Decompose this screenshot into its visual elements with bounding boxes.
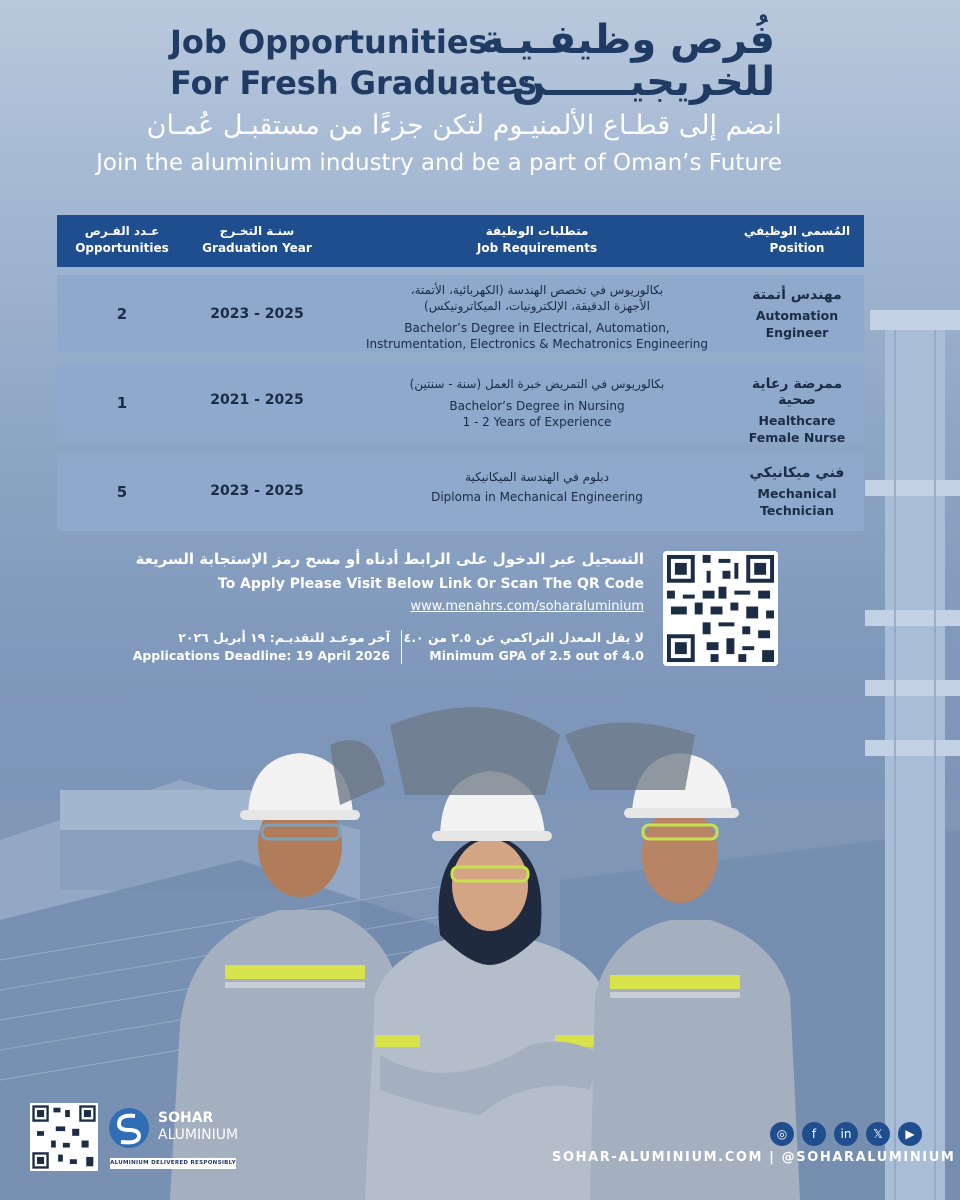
deadline-english: Applications Deadline: 19 April 2026 (132, 648, 390, 663)
qr-code-small-icon[interactable] (30, 1103, 98, 1171)
job-requirements: بكالوريوس في تخصص الهندسة (الكهربائية، الأتمتة، الأجهزة الدقيقة، الإلكترونيات، الميكاترونيكس) Bachelor’s Degree in Electrical, Automation, Instrumentation, Electronics & Mechatronics Engineering (366, 283, 708, 351)
gpa-requirement-arabic: لا يقل المعدل التراكمي عن ٢.٥ من ٤.٠ (403, 630, 644, 645)
tagline-arabic: انضم إلى قطـاع الألمنيـوم لتكن جزءًا من مستقبـل عُمـان (146, 110, 782, 141)
position-title: مهندس أتمتة Automation Engineer (752, 287, 842, 340)
youtube-icon[interactable]: ▶ (898, 1122, 922, 1146)
title-english: Job Opportunities (170, 23, 488, 61)
x-icon[interactable]: 𝕏 (866, 1122, 890, 1146)
header-job-requirements: متطلبات الوظيفة Job Requirements (476, 224, 598, 255)
opportunities-count: 1 (116, 394, 128, 412)
table-header (57, 215, 864, 267)
subtitle-english: For Fresh Graduates (170, 64, 537, 102)
table-row (57, 453, 864, 531)
brand-name-line2: ALUMINIUM (158, 1127, 239, 1143)
header-position: المُسمى الوظيفي Position (743, 224, 851, 255)
graduation-year: 2023 - 2025 (210, 306, 304, 322)
industrial-tower (850, 280, 960, 1200)
qr-code-icon[interactable] (663, 551, 778, 666)
header-graduation-year: سنـة التخـرج Graduation Year (202, 224, 312, 255)
table-row (57, 364, 864, 445)
graduation-year: 2021 - 2025 (210, 392, 304, 408)
job-requirements: بكالوريوس في التمريض خبرة العمل (سنة - سنتين) Bachelor’s Degree in Nursing 1 - 2 Years of Experience (409, 377, 665, 429)
position-title: فني ميكانيكي Mechanical Technician (749, 465, 845, 518)
apply-instructions-english: To Apply Please Visit Below Link Or Scan The QR Code (217, 576, 644, 592)
apply-link[interactable]: www.menahrs.com/soharaluminium (410, 599, 644, 614)
gpa-requirement-english: Minimum GPA of 2.5 out of 4.0 (429, 648, 644, 663)
deadline-arabic: آخر موعـد للتقديـم: ١٩ أبريل ٢٠٢٦ (178, 630, 390, 645)
divider (401, 630, 402, 664)
opportunities-count: 5 (116, 483, 128, 501)
opportunities-count: 2 (116, 305, 128, 323)
facebook-icon[interactable]: f (802, 1122, 826, 1146)
workers-illustration (150, 695, 810, 1200)
instagram-icon[interactable]: ◎ (770, 1122, 794, 1146)
title-arabic: فُرص وظيفـيـة (480, 17, 775, 63)
footer-website[interactable]: SOHAR-ALUMINIUM.COM | @SOHARALUMINIUM (552, 1150, 956, 1165)
brand-name-line1: SOHAR (158, 1110, 214, 1126)
linkedin-icon[interactable]: in (834, 1122, 858, 1146)
header-opportunities: عـدد الفـرص Opportunities (75, 224, 169, 255)
apply-instructions-arabic: التسجيل عبر الدخول على الرابط أدناه أو مسح رمز الإستجابة السريعة (135, 550, 644, 568)
tagline-english: Join the aluminium industry and be a part of Oman’s Future (96, 150, 782, 176)
job-requirements: دبلوم في الهندسة الميكانيكية Diploma in Mechanical Engineering (431, 470, 643, 504)
position-title: ممرضة رعاية صحية Healthcare Female Nurse (748, 376, 846, 445)
subtitle-arabic: للخريجيــــــن (511, 59, 775, 105)
graduation-year: 2023 - 2025 (210, 483, 304, 499)
brand-tagline: ALUMINIUM DELIVERED RESPONSIBLY (110, 1158, 236, 1169)
table-row (57, 275, 864, 353)
